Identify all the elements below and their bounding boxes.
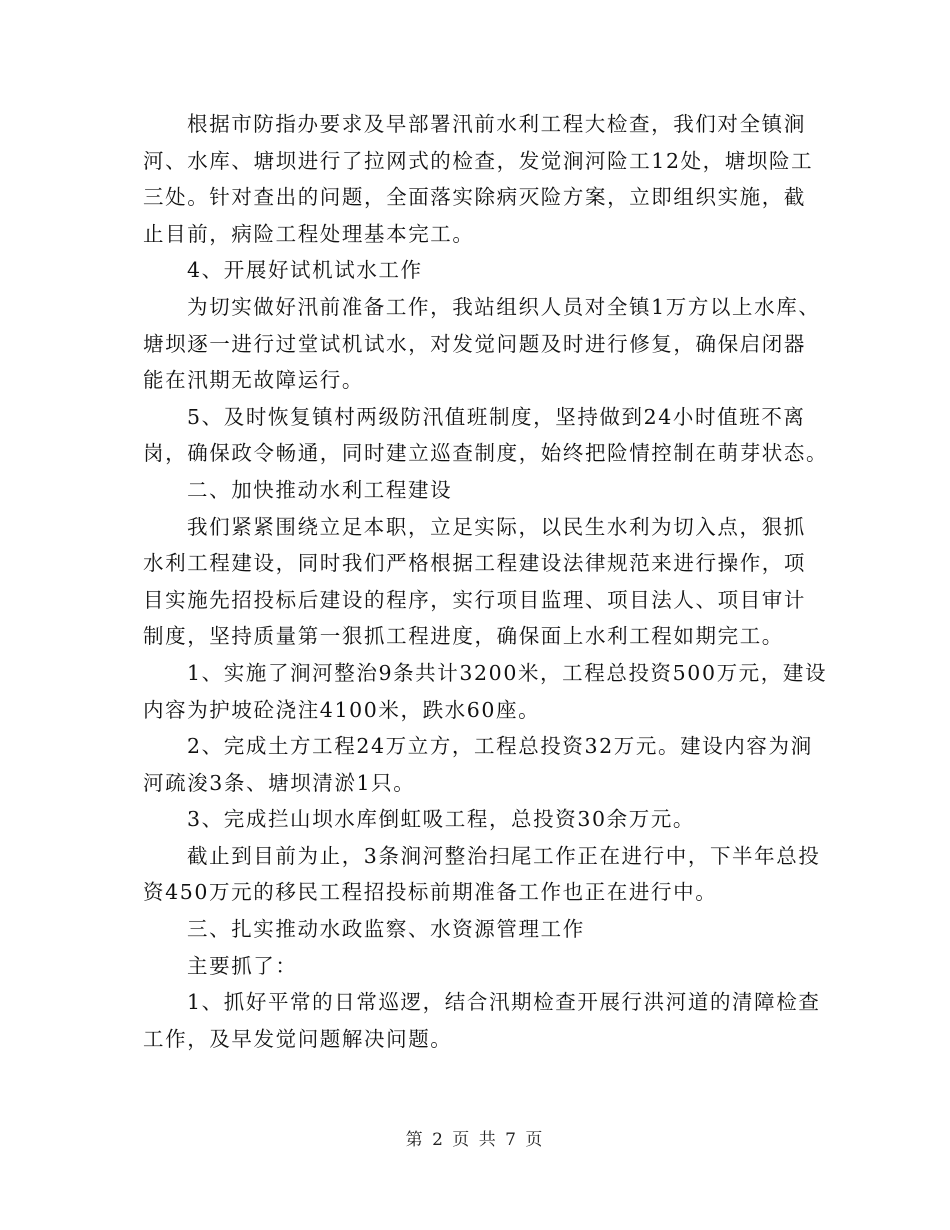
text-line: 岗，确保政令畅通，同时建立巡查制度，始终把险情控制在萌芽状态。 (143, 441, 829, 466)
text-line: 我们紧紧围绕立足本职，立足实际，以民生水利为切入点，狠抓 (187, 514, 806, 539)
text-line: 制度，坚持质量第一狠抓工程进度，确保面上水利工程如期完工。 (143, 624, 784, 649)
text-line: 内容为护坡砼浇注4100米，跌水60座。 (143, 697, 541, 722)
text-line: 水利工程建设，同时我们严格根据工程建设法律规范来进行操作，项 (143, 551, 806, 576)
document-body (143, 106, 829, 1057)
text-line: 截止到目前为止，3条涧河整治扫尾工作正在进行中，下半年总投 (187, 843, 821, 868)
text-line: 三处。针对查出的问题，全面落实除病灭险方案，立即组织实施，截 (143, 185, 806, 210)
text-line: 止目前，病险工程处理基本完工。 (143, 221, 475, 246)
text-line: 资450万元的移民工程招投标前期准备工作也正在进行中。 (143, 880, 718, 905)
text-line: 3、完成拦山坝水库倒虹吸工程，总投资30余万元。 (187, 807, 696, 832)
text-line: 工作，及早发觉问题解决问题。 (143, 1026, 453, 1051)
page-footer: 第 2 页 共 7 页 (405, 1130, 545, 1150)
text-line: 为切实做好汛前准备工作，我站组织人员对全镇1万方以上水库、 (187, 294, 821, 319)
text-line: 二、加快推动水利工程建设 (187, 477, 453, 502)
text-line: 4、开展好试机试水工作 (187, 258, 423, 283)
text-line: 1、抓好平常的日常巡逻，结合汛期检查开展行洪河道的清障检查 (187, 990, 821, 1015)
text-line: 三、扎实推动水政监察、水资源管理工作 (187, 917, 585, 942)
text-line: 塘坝逐一进行过堂试机试水，对发觉问题及时进行修复，确保启闭器 (143, 331, 806, 356)
text-line: 根据市防指办要求及早部署汛前水利工程大检查，我们对全镇涧 (187, 112, 806, 136)
text-line: 目实施先招投标后建设的程序，实行项目监理、项目法人、项目审计 (143, 587, 806, 612)
text-line: 主要抓了： (187, 953, 298, 978)
text-line: 1、实施了涧河整治9条共计3200米，工程总投资500万元，建设 (187, 660, 828, 685)
text-line: 能在汛期无故障运行。 (143, 368, 364, 393)
text-line: 2、完成土方工程24万立方，工程总投资32万元。建设内容为涧 (187, 734, 813, 759)
text-line: 河疏浚3条、塘坝清淤1只。 (143, 770, 416, 795)
text-line: 河、水库、塘坝进行了拉网式的检查，发觉涧河险工12处，塘坝险工 (143, 148, 814, 173)
text-line: 5、及时恢复镇村两级防汛值班制度，坚持做到24小时值班不离 (187, 404, 806, 429)
